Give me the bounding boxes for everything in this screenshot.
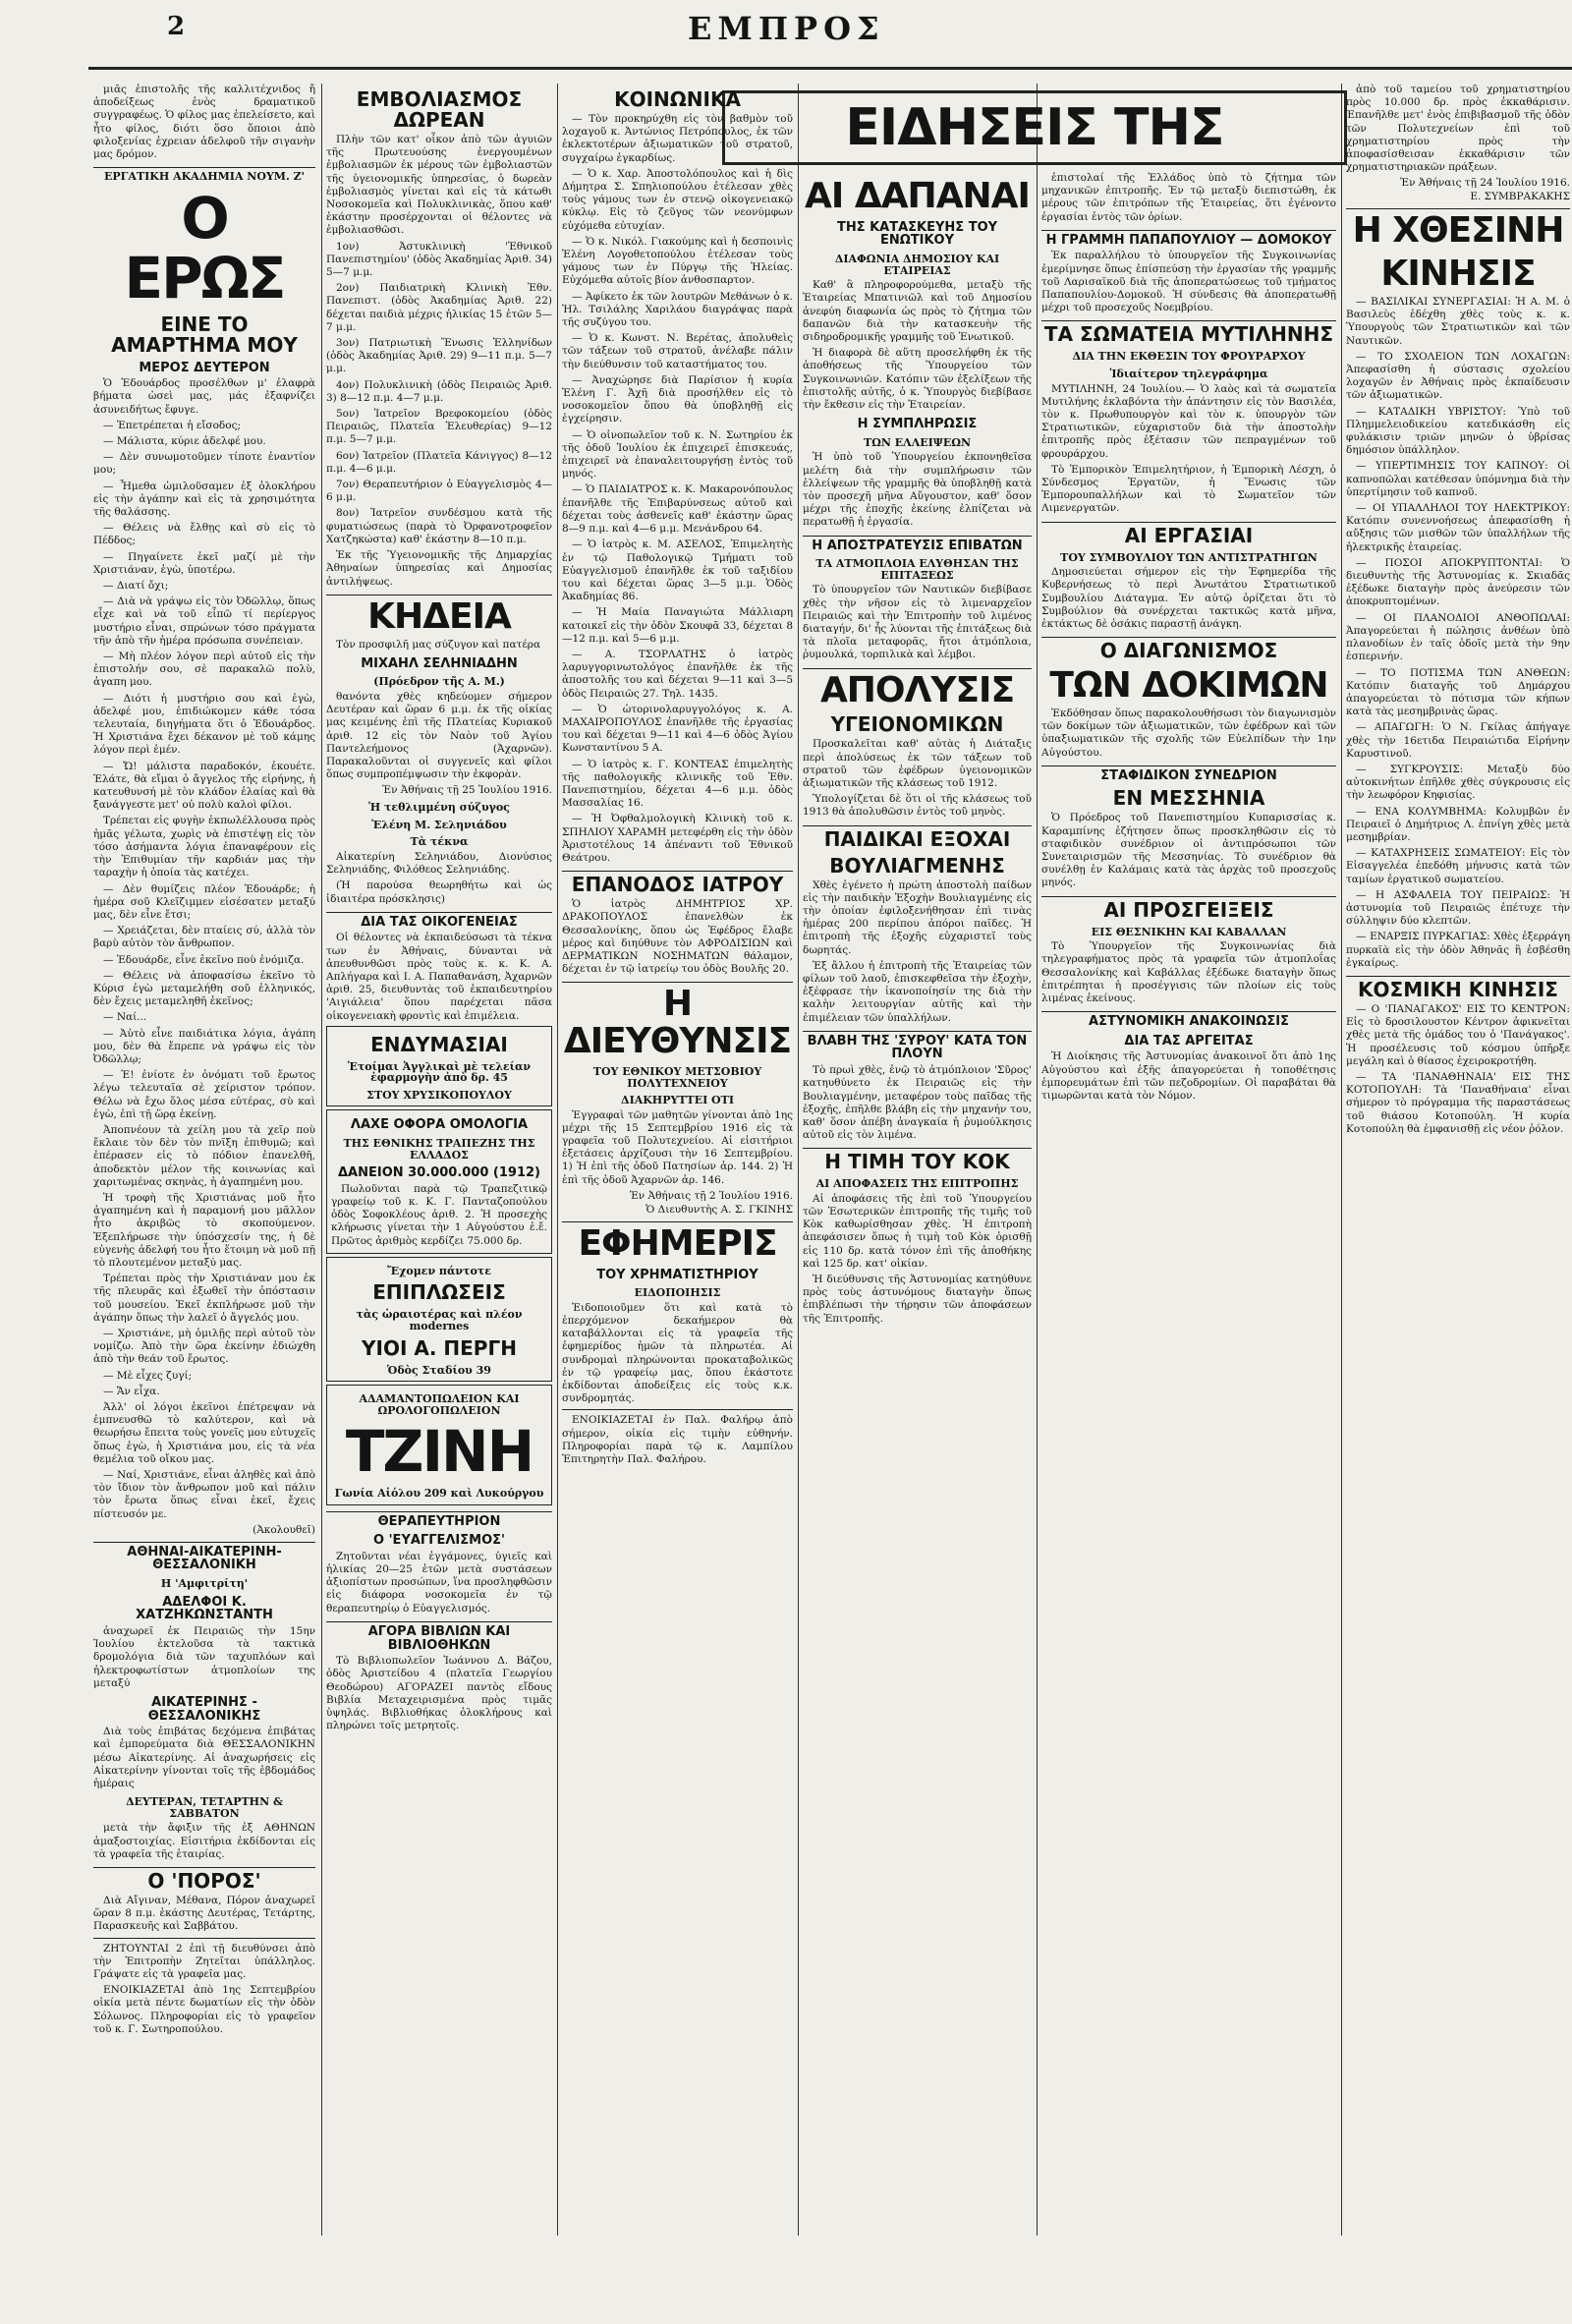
society-item: — Ο 'ΠΑΝΑΓΑΚΟΣ' ΕΙΣ ΤΟ ΚΕΝΤΡΟΝ: Εἰς τὸ δροσιλουστον Κέντρον ἀφικνεῖται χθὲς μετὰ τῆς ὁμάδος του ὁ 'Πανάγακος'. Ἡ προσέλευσις τοῦ κόσμου ὑπῆρξε μεγάλη καὶ ὁ θίασος ἐχειροκροτήθη. — [1346, 1002, 1570, 1067]
currant-congress-sub: ΕΝ ΜΕΣΣΗΝΙΑ — [1112, 786, 1265, 811]
paragraph: Ἀλλ' οἱ λόγοι ἐκεῖνοι ἐπέτρεψαν νὰ ἐμπνευσθῶ τὸ καλύτερον, καὶ νὰ θεωρήσω ἔπειτα τοὺς γονεῖς μου εὐτυχεῖς ὅπως ἐγὼ, ἡ Χριστιάνα μου, εἰς τὰ νέα θεμέλια τοῦ οἴκου μας. — [93, 1401, 315, 1465]
vaccination-intro: Πλὴν τῶν κατ' οἶκον ἀπὸ τῶν ἀγυιῶν τῆς Πρωτευούσης ἐνεργουμένων ἐμβολιασμῶν ἐκ μέρους τῶν ἐμβολιαστῶν τῆς ὑγειονομικῆς ὑπηρεσίας, ὁ δωρεὰν ἐμβολιασμὸς γίνεται καὶ εἰς τὰ κάτωθι Νοσοκομεῖα καὶ Πολυκλινικὰς, ὅπου καθ' ἑκάστην προσέρχονται οἱ θέλοντες νὰ ἐμβολιασθῶσι. — [326, 134, 552, 237]
discharge-sub: ΥΓΕΙΟΝΟΜΙΚΩΝ — [830, 712, 1004, 737]
banner-headline: ΕΙΔΗΣΕΙΣ ΤΗΣ — [722, 90, 1347, 165]
discharge-text-2: Ὑπολογίζεται δὲ ὅτι οἱ τῆς κλάσεως τοῦ 1913 θὰ ἀπολυθῶσιν ἐντὸς τοῦ μηνὸς. — [803, 793, 1032, 819]
ships-text: Τὸ ὑπουργεῖον τῶν Ναυτικῶν διεβίβασε χθὲς τὴν νῆσον εἰς τὸ λιμεναρχεῖον Πειραιῶς καὶ τὴν Ἐπιτροπὴν τοῦ λιμένος διαταγήν, δι' ἧς λύονται τῆς ἐπιτάξεως διὰ τὰ πλοῖα μεταφορᾶς, ἤτοι ἀτμόπλοια, ῥυμουλκά, τορπιλικὰ καὶ λέμβοι. — [803, 584, 1032, 661]
paragraph: — Πηγαίνετε ἐκεῖ μαζί μὲ τὴν Χριστιάναν, ἐγὼ, ὑποτέρω. — [93, 550, 315, 576]
paragraph: — Ἐ! ἐνίοτε ἐν ὀνόματι τοῦ ἔρωτος λέγω τελευταῖα σὲ χείριστον τρόπον. Θέλω νὰ ἔχω ὅλος μέσα εὐτέρας, σὺ καὶ ἐγὼ, ἐπὶ τῇ ὥρᾳ ἐκείνῃ. — [93, 1069, 315, 1120]
paragraph: — Ὤ! μάλιστα παραδοκόν, ἐκουέτε. Ἐλάτε, θὰ εἴμαι ὁ ἄγγελος τῆς εἰρήνης, ἡ κατευθυνσή μὲ τὸν κλάδον ἐλαίας καὶ θὰ ξανάγγεστε μετ' οὐ πολὺ καλοὶ φίλοι. — [93, 760, 315, 812]
classified-ad: ΖΗΤΟΥΝΤΑΙ 2 ἐπὶ τῇ διευθύνσει ἀπὸ τὴν Ἐπιτροπὴν Ζητεῖται ὑπάλληλος. Γράψατε εἰς τὰ γραφεῖα μας. — [93, 1942, 315, 1980]
mytilene-sub: ΔΙΑ ΤΗΝ ΕΚΘΕΣΙΝ ΤΟΥ ΦΡΟΥΡΑΡΧΟΥ — [1072, 350, 1306, 364]
social-item: — Ὁ ἰατρὸς κ. Μ. ΑΣΕΛΟΣ, Ἐπιμελητὴς ἐν τῷ Παθολογικῷ Τμήματι τοῦ Εὐαγγελισμοῦ ἐπανῆλθε ἐκ τοῦ ταξιδίου του καὶ δέχεται ὥρας 3—5 μ.μ. Ὁδὸς Ἀκαδημίας 86. — [562, 538, 793, 603]
news-item: — ΕΝΑ ΚΟΛΥΜΒΗΜΑ: Κολυμβῶν ἐν Πειραιεῖ ὁ Δημήτριος Λ. ἐπνίγη χθὲς μετὰ μεσημβρίαν. — [1346, 805, 1570, 843]
paragraph: ἀπὸ τοῦ ταμείου τοῦ χρηματιστηρίου πρὸς 10.000 δρ. πρὸς ἐκκαθάρισιν. Ἐπανῆλθε μετ' ἐνὸς ἐπιβιβασμοῦ τῆς ὁδὸν τῶν Πολυτεχνείων ἐπὶ τοῦ χρηματιστηρίου πρὸς τὴν ἀποφασίσθεισαν ἐκκαθάρισιν τῶν χρηματιστηριακῶν πράξεων. — [1346, 84, 1570, 174]
children-camps-text-2: Ἐξ ἄλλου ἡ ἐπιτροπὴ τῆς Ἑταιρείας τῶν φίλων τοῦ λαοῦ, ἐπισκεφθεῖσα τὴν ἐξοχὴν, ἐξέφρασε τὴν ἱκανοποίησίν της διὰ τὴν καλὴν λειτουργίαν αὐτῆς καὶ τὴν ἐπιμέλειαν τῶν ὑπαλλήλων. — [803, 959, 1032, 1024]
article-date: Ἐν Ἀθήναις τῇ 24 Ἰουλίου 1916. — [1400, 177, 1570, 190]
news-item: — Η ΑΣΦΑΛΕΙΑ ΤΟΥ ΠΕΙΡΑΙΩΣ: Ἡ ἀστυνομία τοῦ Πειραιῶς ἐπέτυχε τὴν σύλληψιν δύο κλεπτῶν. — [1346, 888, 1570, 928]
society-item: — ΤΑ 'ΠΑΝΑΘΗΝΑΙΑ' ΕΙΣ ΤΗΣ ΚΟΤΟΠΟΥΛΗ: Τὰ 'Παναθήναια' εἶναι σήμερον τὸ πρόγραμμα τῆς παραστάσεως τοῦ θιάσου Κοτοπούλη. Ἡ κυρία Κοτοπούλη θὰ ἐμφανισθῇ εἰς νέον ῥόλον. — [1346, 1070, 1570, 1135]
funeral-heading: ΚΗΔΕΙΑ — [326, 595, 552, 636]
furniture-heading: ΕΠΙΠΛΩΣΕΙΣ — [372, 1280, 506, 1305]
divider — [562, 1409, 793, 1410]
paragraph: — Δὲν θυμίζεις πλέον Ἐδουάρδε; ἡ ἡμέρα σοῦ Κλεῖζιμμεν εἰσέσατεν μεταξύ μας, δὲν εἶνε ἔτσι; — [93, 882, 315, 921]
clothing-ad — [326, 1026, 552, 1107]
rent-ad: ΕΝΟΙΚΙΑΖΕΤΑΙ ἐν Παλ. Φαλήρῳ ἀπὸ σήμερον, οἰκία εἰς τιμὴν εὐθηνήν. Πληροφορίαι παρὰ τῷ κ. Λαμπίλου Ἐπιτηρητὴν Παλ. Φαλήρου. — [562, 1414, 793, 1466]
paragraph: — Ἄν εἶχα. — [103, 1385, 160, 1397]
news-item: — ΕΝΑΡΞΙΣ ΠΥΡΚΑΓΙΑΣ: Χθὲς ἐξερράγη πυρκαϊὰ εἰς τὴν ὁδὸν Ἀθηνᾶς ἣ ἐσβέσθη ἐγκαίρως. — [1346, 931, 1570, 969]
article-lead: μιᾶς ἐπιστολῆς τῆς καλλιτέχνιδος ἤ ἀποδείξεως ἑνὸς δραματικοῦ συγγραφέως. Ὁ φίλος μας ἐπελείσετο, καὶ ἦτο φίλος, διότι ὅσο ὅποιοι ἀπὸ φιλοξενίας ἐχρειαν ἀδελφοῦ τῆν σιγανὴν μας δρόμον. — [93, 84, 315, 161]
social-item: — Ὁ ἰατρὸς κ. Γ. ΚΟΝΤΕΑΣ ἐπιμελητὴς τῆς παθολογικῆς κλινικῆς τοῦ Ἐθν. Πανεπιστημίου, δέχεται 4—6 μ.μ. ὁδὸς Μασσαλίας 16. — [562, 758, 793, 810]
polytechnic-text: Ἐγγραφαὶ τῶν μαθητῶν γίνονται ἀπὸ 1ης μέχρι τῆς 15 Σεπτεμβρίου 1916 εἰς τὰ γραφεῖα τοῦ Πολυτεχνείου. Αἱ εἰσιτήριοι ἐξετάσεις ἀρχίζουσι τὴν 16 Σεπτεμβρίου. 1) Ἡ ἐπὶ τῆς ὁδοῦ Πατησίων ἀρ. 144. 2) Ἡ ἐπὶ τῆς ὁδοῦ Ἀχαρνῶν ἀρ. 146. — [562, 1108, 793, 1186]
coke-price-heading: Η ΤΙΜΗ ΤΟΥ ΚΟΚ — [803, 1148, 1032, 1172]
social-item: — Ὁ ὠτορινολαρυγγολόγος κ. Α. ΜΑΧΑΙΡΟΠΟΥΛΟΣ ἐπανῆλθε τῆς ἐργασίας του καὶ δέχεται 9—11 καὶ 4—6 ὁδὸς Ἁγίου Κωνσταντίνου 5 Α. — [562, 703, 793, 755]
paragraph: — Θέλεις νὰ ἔλθῃς καὶ σὺ εἰς τὸ Πέδδος; — [93, 522, 315, 547]
children-camps-text: Χθὲς ἐγένετο ἡ πρώτη ἀποστολὴ παίδων εἰς τὴν παιδικὴν Ἐξοχὴν Βουλιαγμένης εἰς τὴν ὁποίαν ἐφιλοξενήθησαν ἐπὶ τινὰς ἡμέρας 200 περίπου ἀπόροι παῖδες. Ἡ ἐπιτροπὴ τῆς ἐξοχῆς εὐχαριστεῖ τοὺς δωρητάς. — [803, 879, 1032, 956]
bond-text: Πωλοῦνται παρὰ τῷ Τραπεζιτικῷ γραφείῳ τοῦ κ. Κ. Γ. Πανταζοπούλου ὁδὸς Σοφοκλέους ἀριθ. 2. Ἡ προσεχὴς κλήρωσις γίνεται τὴν 1 Αὐγούστου ἐ.ἔ. Πρῶτος ἀριθμὸς κερδίζει 75.000 δρ. — [331, 1182, 547, 1247]
bourse-heading: ΕΦΗΜΕΡΙΣ — [562, 1221, 793, 1263]
polytechnic-sub-2: ΔΙΑΚΗΡΥΤΤΕΙ ΟΤΙ — [621, 1094, 734, 1107]
mytilene-text: ΜΥΤΙΛΗΝΗ, 24 Ἰουλίου.— Ὁ λαὸς καὶ τὰ σωματεῖα Μυτιλήνης ἐκλαβόντα τὴν ἀπάντησιν εἰς τὸν Βασιλέα, τὸν κ. Πρωθυπουργὸν καὶ τὸν κ. ὑπουργὸν τῶν Στρατιωτικῶν, εὐχαριστοῦν διὰ τὴν ἀποστολὴν ἐπιτροπῆς πρὸς ἐξέτασιν τῶν πεπραγμένων τοῦ φρουράρχου. — [1041, 382, 1336, 460]
paragraph: — Χριστιάνε, μὴ ὁμιλῇς περὶ αὐτοῦ τὸν νομίζω. Ἀπὸ τὴν ὥρα ἐκείνην ἐδιώχθη ἀπὸ τὴν θεάν τοῦ ἔρωτος. — [93, 1328, 315, 1366]
paragraph: — Ἦμεθα ὡμιλοῦσαμεν ἐξ ὀλοκλήρου εἰς τὴν ἀγάπην καὶ εἰς τὰ χρησιμότητα τῆς θαλάσσης. — [93, 480, 315, 519]
ship-name: Η 'Αμφιτρίτη' — [160, 1577, 249, 1591]
column-divider — [557, 84, 558, 2236]
column-divider — [321, 84, 322, 2236]
news-item: — ΚΑΤΑΧΡΗΣΕΙΣ ΣΩΜΑΤΕΙΟΥ: Εἰς τὸν Εἰσαγγελέα ἐπεδόθη μήνυσις κατὰ τῶν ταμίων ἐργατικοῦ σωματείου. — [1346, 847, 1570, 885]
furniture-text: τὰς ὡραιοτέρας καὶ πλέον modernes — [356, 1308, 523, 1332]
jeweller-name: ΤΖΙΝΗ — [345, 1418, 533, 1486]
ships-heading: Η ΑΠΟΣΤΡΑΤΕΥΣΙΣ ΕΠΙΒΑΤΩΝ — [803, 536, 1032, 553]
clinic-item: 6ον) Ἰατρεῖον (Πλατεῖα Κάνιγγος) 8—12 π.μ. 4—6 μ.μ. — [326, 449, 552, 475]
bond-amount: ΔΑΝΕΙΟΝ 30.000.000 (1912) — [337, 1165, 540, 1181]
jeweller-heading: ΑΔΑΜΑΝΤΟΠΩΛΕΙΟΝ ΚΑΙ ΩΡΟΛΟΓΟΠΩΛΕΙΟΝ — [359, 1392, 520, 1417]
coke-price-sub: ΑΙ ΑΠΟΦΑΣΕΙΣ ΤΗΣ ΕΠΙΤΡΟΠΗΣ — [815, 1177, 1019, 1191]
children-camps-heading: ΠΑΙΔΙΚΑΙ ΕΞΟΧΑΙ — [803, 825, 1032, 850]
novel-part: ΜΕΡΟΣ ΔΕΥΤΕΡΟΝ — [139, 360, 270, 375]
poros-ad-text: Διὰ Αἴγιναν, Μέθανα, Πόρον ἀναχωρεῖ ὥραν 8 π.μ. ἑκάστης Δευτέρας, Τετάρτης, Παρασκευῆς καὶ Σαββάτου. — [93, 1894, 315, 1933]
column-divider — [1037, 84, 1038, 2236]
police-text: Ἡ Διοίκησις τῆς Ἀστυνομίας ἀνακοινοῖ ὅτι ἀπὸ 1ης Αὐγούστου καὶ ἑξῆς ἀπαγορεύεται ἡ τοποθέτησις ἐμπορευμάτων ἐπὶ τῶν πεζοδρομίων. Οἱ παραβάται θὰ τιμωρῶνται κατὰ τὸν Νόμον. — [1041, 1050, 1336, 1103]
social-item: — Ὁ οἰνοπωλεῖον τοῦ κ. Ν. Σωτηρίου ἐκ τῆς ὁδοῦ Ἰουλίου ἐκ ἐπιχειρεῖ ἐπισκευάς, ἐπιχειρεῖ νὰ ἐπαναλειτουργήσῃ ἐντὸς τοῦ μηνός. — [562, 428, 793, 481]
news-item: — ΟΙ ΠΛΑΝΟΔΙΟΙ ΑΝΘΟΠΩΛΑΙ: Ἀπαγορεύεται ἡ πώλησις ἀνθέων ὑπὸ πλανοδίων ἐν ταῖς ὁδοῖς μετὰ τὴν 9ην ἑσπερινήν. — [1346, 611, 1570, 663]
paragraph: — Μὴ πλέον λόγον περὶ αὐτοῦ εἰς τὴν ἐπιστολήν σου, σὲ παρακαλῶ πολὺ, ἀγαπη μου. — [93, 651, 315, 689]
column-divider — [798, 84, 799, 2236]
paragraph: — Θέλεις νὰ ἀποφασίσω ἐκεῖνο τὸ Κύρισ ἐγὼ μεταμελήθη σοῦ ἐλληνικός, δὲν ἔχεις μεταμεληθῆ ἐκεῖνος; — [93, 969, 315, 1008]
news-item: — ΤΟ ΠΟΤΙΣΜΑ ΤΩΝ ΑΝΘΕΩΝ: Κατόπιν διαταγῆς τοῦ Δημάρχου ἀπαγορεύεται τὸ πότισμα τῶν κήπων κατὰ τὰς μεσημβρινὰς ὥρας. — [1346, 666, 1570, 718]
news-item: — ΤΟ ΣΧΟΛΕΙΟΝ ΤΩΝ ΛΟΧΑΓΩΝ: Ἀπεφασίσθη ἡ σύστασις σχολείου λοχαγῶν ἐν Ἀθήναις πρὸς ἐκπαίδευσιν τῶν ἀξιωματικῶν. — [1346, 350, 1570, 402]
column-divider — [1341, 84, 1342, 2236]
social-item: — Ὁ κ. Χαρ. Ἀποστολόπουλος καὶ ἡ δὶς Δήμητρα Σ. Σπηλιοπούλου ἐτέλεσαν χθὲς τοὺς γάμους των ἐν στενῷ οἰκογενειακῷ κύκλῳ. Εἰς τὸ ζεῦγος τῶν νεονύμφων εὐχόμεθα εὐτυχίαν. — [562, 167, 793, 232]
column-5 — [1041, 172, 1336, 2324]
bourse-text: Ἐιδοποιοῦμεν ὅτι καὶ κατὰ τὸ ἐπερχόμενον δεκαήμερον θὰ καταβάλλονται εἰς τὰ γραφεῖα τῆς ἐφημερίδος ἡμῶν τὰ πληρωτέα. Αἱ συνδρομαὶ πληρώνονται προκαταβολικῶς ἐν τῷ γραφείῳ μας, ὅπου ἑκάστοτε ἐκδίδονται ἀποδείξεις εἰς τοὺς κ.κ. συνδρομητάς. — [562, 1301, 793, 1405]
social-item: — Ὁ κ. Νικόλ. Γιακούμης καὶ ἡ δεσποινὶς Ἑλένη Λογοθετοπούλου ἐτέλεσαν τοὺς γάμους των ἐν Πύργῳ τῆς Ἠλείας. Εὐχόμεθα αὐτοῖς βίον ἀνθοσπαρτον. — [562, 235, 793, 287]
shipping-route: ΑΙΚΑΤΕΡΙΝΗΣ - ΘΕΣΣΑΛΟΝΙΚΗΣ — [147, 1694, 261, 1724]
clinic-name: Ο 'ΕΥΑΓΓΕΛΙΣΜΟΣ' — [373, 1533, 505, 1549]
expenses-sub: ΤΗΣ ΚΑΤΑΣΚΕΥΗΣ ΤΟΥ ΕΝΩΤΙΚΟΥ — [836, 219, 998, 249]
furniture-ad — [326, 1257, 552, 1382]
clinic-item: 4ον) Πολυκλινικὴ (ὁδὸς Πειραιῶς Ἀριθ. 3) 8—12 π.μ. 4—7 μ.μ. — [326, 378, 552, 404]
paragraph: Καθ' ἃ πληροφορούμεθα, μεταξὺ τῆς Ἑταιρείας Μπατινιῶλ καὶ τοῦ Δημοσίου ἀνεφύη διαφωνία ὡς πρὸς τὸ ζήτημα τῶν δαπανῶν διὰ τὴν κατασκευὴν τῆς σιδηροδρομικῆς γραμμῆς τοῦ Ἐνωτικοῦ. — [803, 279, 1032, 343]
yesterday-heading: Η ΧΘΕΣΙΝΗ — [1346, 208, 1570, 250]
classified-ad: ΕΝΟΙΚΙΑΖΕΤΑΙ ἀπὸ 1ης Σεπτεμβρίου οἰκία μετὰ πέντε δωματίων εἰς τὴν ὁδὸν Σόλωνος. Πληροφορίαι εἰς τὸ γραφεῖον τοῦ κ. Γ. Σωτηροπούλου. — [93, 1984, 315, 2035]
jeweller-address: Γωνία Αἰόλου 209 καὶ Λυκούργου — [334, 1487, 544, 1501]
funeral-signature: Ἡ τεθλιμμένη σύζυγος — [368, 801, 510, 815]
calls-heading: ΑΙ ΠΡΟΣΓΕΙΞΕΙΣ — [1041, 896, 1336, 921]
news-item: — ΣΥΓΚΡΟΥΣΙΣ: Μεταξὺ δύο αὐτοκινήτων ἐπῆλθε χθὲς σύγκρουσις εἰς τὴν λεωφόρον Κηφισίας. — [1346, 763, 1570, 802]
clinics-note: Ἐκ τῆς Ὑγειονομικῆς τῆς Δημαρχίας Ἀθηναίων ὑπηρεσίας καὶ Δημοσίας ἀντιλήψεως. — [326, 549, 552, 588]
novel-title: Ο ΕΡΩΣ — [124, 184, 285, 312]
bond-sub: ΤΗΣ ΕΘΝΙΚΗΣ ΤΡΑΠΕΖΗΣ ΤΗΣ ΕΛΛΑΔΟΣ — [343, 1137, 535, 1162]
column-2 — [326, 84, 552, 2236]
paragraph: Ἡ τροφὴ τῆς Χριστιάνας μοῦ ἦτο ἀγαπημένη καὶ ἡ παραμονή μου μᾶλλον ἦτο ἀκριβῶς τὸ σκοπούμενον. Ἐξεπλήρωσε τὴν ὑπόσχεσίν της, ἡ δὲ εὐγενὴς ἀδελφή του ἦτο ἕτοιμη νὰ μοῦ πῇ τὸ πλουτεμένον μεταξύ μας. — [93, 1191, 315, 1269]
masthead-rule — [88, 67, 1572, 70]
paragraph: — Διότι ἡ μυστήριο σου καὶ ἐγὼ, ἀδελφέ μου, ἐπιδιώκομεν κάθε τόσα τελευταία, διηγήματα ὅτι ὁ Ἐδουάρδος. Ἡ Χριστιάνα ἔχει δέκανον μὲ τοῦ κάμης λόγον περὶ ἐμέν. — [93, 692, 315, 757]
news-item: — ΑΠΑΓΩΓΗ: Ὁ Ν. Γκίλας ἀπήγαγε χθὲς τὴν 16ετιδα Πειραιώτιδα Εἰρήνην Καρυστινοῦ. — [1346, 721, 1570, 760]
council-sub: ΤΟΥ ΣΥΜΒΟΥΛΙΟΥ ΤΩΝ ΑΝΤΙΣΤΡΑΤΗΓΩΝ — [1060, 550, 1318, 564]
bourse-sub-2: ΕΙΔΟΠΟΙΗΣΙΣ — [634, 1286, 721, 1300]
society-heading: ΚΟΣΜΙΚΗ ΚΙΝΗΣΙΣ — [1346, 976, 1570, 1000]
news-item: — ΥΠΕΡΤΙΜΗΣΙΣ ΤΟΥ ΚΑΠΝΟΥ: Οἱ καπνοπῶλαι κατέθεσαν ὑπόμνημα διὰ τὴν ὑπερτίμησιν τοῦ καπνοῦ. — [1346, 460, 1570, 498]
funeral-role: (Πρόεδρον τῆς Α. Μ.) — [373, 675, 505, 689]
yesterday-sub: ΚΙΝΗΣΙΣ — [1380, 254, 1536, 295]
syros-text: Τὸ πρωὶ χθὲς, ἐνῷ τὸ ἀτμόπλοιον 'Σῦρος' κατηυθύνετο ἐκ Πειραιῶς εἰς τὴν Βουλιαγμένην, μεταφέρον τοὺς παῖδας τῆς ἐξοχῆς, ἐπῆλθε βλάβη εἰς τὴν μηχανήν του, καθ' ὅσον ἀπέβη ἀναγκαία ἡ ῥυμούλκησις αὐτοῦ εἰς τὸν λιμένα. — [803, 1064, 1032, 1142]
furniture-address: Ὁδὸς Σταδίου 39 — [387, 1363, 491, 1377]
polytechnic-signature: Ὁ Διευθυντὴς Α. Σ. ΓΚΙΝΗΣ — [646, 1203, 793, 1216]
paragraph: Ἡ διαφορὰ δὲ αὕτη προσελήφθη ἐκ τῆς ἀποθήσεως τῆς Ὑπουργείου τῶν Συγκοινωνιῶν. Κατόπιν τῶν ἐξελίξεων τῆς ἐπιστολῆς αὐτῆς, ὁ κ. Ὑπουργὸς διεβίβασε τὴν ἔκθεσιν εἰς τὴν Ἑταιρείαν. — [803, 347, 1032, 411]
funeral-signature: Αἰκατερίνη Σεληνιάδου, Διονύσιος Σεληνιάδης, Φιλόθεος Σεληνιάδης. — [326, 850, 552, 877]
ship-owner: ΑΔΕΛΦΟΙ Κ. ΧΑΤΖΗΚΩΝΣΤΑΝΤΗ — [136, 1594, 273, 1623]
discharge-heading: ΑΠΟΛΥΣΙΣ — [803, 668, 1032, 709]
social-item: — Ἡ Ὀφθαλμολογικὴ Κλινικὴ τοῦ κ. ΣΠΗΛΙΟΥ ΧΑΡΑΜΗ μετεφέρθη εἰς τὴν ὁδὸν Ἀριστοτέλους 14 ἀπέναντι τοῦ Ἐθνικοῦ Θεάτρου. — [562, 813, 793, 864]
poros-ad-heading: Ο 'ΠΟΡΟΣ' — [93, 1867, 315, 1892]
polytechnic-heading: Η ΔΙΕΥΘΥΝΣΙΣ — [563, 984, 792, 1062]
column-4 — [803, 172, 1032, 2324]
page-number: 2 — [167, 12, 186, 41]
social-item: — Ἀναχώρησε διὰ Παρίσιον ἡ κυρία Ἑλένη Γ. Ἀχῆ διὰ προσήλθεν εἰς τὸ νοσοκομεῖον ὅπου θὰ ὑποβληθῇ εἰς ἐγχείρησιν. — [562, 373, 793, 425]
currant-congress-heading: ΣΤΑΦΙΔΙΚΟΝ ΣΥΝΕΔΡΙΟΝ — [1041, 765, 1336, 783]
paragraph: Ὁ Ἐδουάρδος προσέλθων μ' ἐλαφρὰ βήματα ὡσεὶ μας, μάς ἐξαφνίζει ἀσυνειδήτως ἔφυγε. — [93, 377, 315, 416]
vaccination-heading: ΕΜΒΟΛΙΑΣΜΟΣ ΔΩΡΕΑΝ — [356, 87, 523, 132]
novel-body — [93, 377, 315, 1521]
social-item: — Ὁ ΠΑΙΔΙΑΤΡΟΣ κ. Κ. Μακαρονόπουλος ἐπανῆλθε τῆς Ἐπιβαρύνσεως αὐτοῦ καὶ δέχεται τοὺς ἀσθενεῖς καθ' ἑκάστην ὥρας 8—9 π.μ. καὶ 4—6 μ.μ. Μενάνδρου 64. — [562, 483, 793, 536]
children-camps-sub: ΒΟΥΛΙΑΓΜΕΝΗΣ — [829, 853, 1005, 878]
clinic-item: 1ον) Ἀστυκλινικὴ 'Ἐθνικοῦ Πανεπιστημίου' (ὁδὸς Ἀκαδημίας Ἀριθ. 34) 5—7 μ.μ. — [326, 240, 552, 279]
police-heading: ΑΣΤΥΝΟΜΙΚΗ ΑΝΑΚΟΙΝΩΣΙΣ — [1041, 1011, 1336, 1029]
news-item: — ΟΙ ΥΠΑΛΛΗΛΟΙ ΤΟΥ ΗΛΕΚΤΡΙΚΟΥ: Κατόπιν συνεννοήσεως ἀπεφασίσθη ἡ αὔξησις τῶν μισθῶν τῶν ὑπαλλήλων τῆς ἠλεκτρικῆς ἑταιρείας. — [1346, 502, 1570, 553]
novel-subtitle: ΕΙΝΕ ΤΟ ΑΜΑΡΤΗΜΑ ΜΟΥ — [111, 312, 298, 357]
funeral-name: ΜΙΧΑΗΛ ΣΕΛΗΝΙΑΔΗΝ — [361, 655, 518, 671]
coke-price-text-2: Ἡ διεύθυνσις τῆς Ἀστυνομίας κατηύθυνε πρὸς τοὺς ἀστυνόμους διαταγὴν ὅπως ἐπιβλέπωσι τὴν τήρησιν τῶν ἀποφάσεων τῆς Ἐπιτροπῆς. — [803, 1274, 1032, 1325]
shipping-ad-heading: ΑΘΗΝΑΙ-ΑΙΚΑΤΕΡΙΝΗ-ΘΕΣΣΑΛΟΝΙΚΗ — [93, 1542, 315, 1572]
funeral-text: Τὸν προσφιλῆ μας σύζυγον καὶ πατέρα — [336, 638, 541, 651]
continued-note: (Ἀκολουθεῖ) — [253, 1523, 315, 1536]
shipping-text-2: Διὰ τοὺς ἐπιβάτας δεχόμενα ἐπιβάτας καὶ ἐμπορεύματα διὰ ΘΕΣΣΑΛΟΝΙΚΗΝ μέσω Αἰκατερίνης. Αἱ ἀναχωρήσεις εἰς Αἰκατερίνην γίνονται τοῖς τῆς ἑβδομάδος ἡμέραις — [93, 1726, 315, 1790]
clothing-shop: ΣΤΟΥ ΧΡΥΣΙΚΟΠΟΥΛΟΥ — [366, 1088, 512, 1102]
furniture-shop: ΥΙΟΙ Α. ΠΕΡΓΗ — [362, 1335, 517, 1360]
clinic-item: 7ον) Θεραπευτήριον ὁ Εὐαγγελισμὸς 4—6 μ.μ. — [326, 479, 552, 504]
funeral-signature: Ἑλένη Μ. Σεληνιάδου — [371, 818, 507, 831]
article-signature: Ε. ΣΥΜΒΡΑΚΑΚΗΣ — [1470, 191, 1570, 203]
paragraph: — Ναί, Χριστιάνε, εἶναι ἀληθὲς καὶ ἀπὸ τὸν ἴδιον τὸν ἄνθρωπον μοῦ καὶ πάλιν τὸν ἔρωτα ὅπως εἶναι ἐκεῖ, ἔχεις πίστευσόν με. — [93, 1469, 315, 1520]
divider — [93, 1938, 315, 1939]
railway-line-text: Ἐκ παραλλήλου τὸ ὑπουργεῖον τῆς Συγκοινωνίας ἐμερίμνησε ὅπως ἐπίσπεύσῃ τὴν ἐργασίαν τῆς γραμμῆς τοῦ Λαρισαϊκοῦ διὰ τῆς ἀποπερατώσεως τοῦ τμήματος Παπαπουλίου-Δομοκοῦ. Ἡ σύνδεσις θὰ ἀποπερατωθῇ μέχρι τοῦ προσεχοῦς Νοεμβρίου. — [1041, 250, 1336, 314]
paragraph: — Διὰ νὰ γράψω εἰς τὸν Ὀδῶλλῳ, ὅπως εἶχε καὶ νὰ τοῦ εἶπῶ τί περίεργος μυστήριο εἶναι, σπρώνων τόσο πράγματα τῆν ἀπὸ τῆν ἡμέρα πρόσωπα συνέπειαν. — [93, 595, 315, 647]
shipping-days: ΔΕΥΤΕΡΑΝ, ΤΕΤΑΡΤΗΝ & ΣΑΒΒΑΤΟΝ — [126, 1795, 283, 1820]
doctor-return-heading: ΕΠΑΝΟΔΟΣ ΙΑΤΡΟΥ — [562, 871, 793, 895]
social-item: — Τὸν προκηρύχθη εἰς τὸν βαθμὸν τοῦ λοχαγοῦ κ. Ἀντώνιος Πετρόπουλος, ἐκ τῶν ἐκλεκτοτέρων ἀξιωματικῶν τοῦ στρατοῦ, συγχαίρω ἐγκαρδίως. — [562, 113, 793, 164]
paragraph: — Ἐδουάρδε, εἶνε ἐκεῖνο ποὺ ἐνόμιζα. — [103, 953, 305, 966]
bourse-sub: ΤΟΥ ΧΡΗΜΑΤΙΣΤΗΡΙΟΥ — [596, 1267, 758, 1282]
paragraph: — Μάλιστα, κύριε ἀδελφέ μου. — [103, 435, 266, 447]
doctor-return-text: Ὁ ἰατρὸς ΔΗΜΗΤΡΙΟΣ ΧΡ. ΔΡΑΚΟΠΟΥΛΟΣ ἐπανελθὼν ἐκ Θεσσαλονίκης, ὅπου ὡς Ἐφέδρος ἔλαβε μέρος καὶ διηύθυνε τὸν ΑΦΡΟΔΙΣΙΩΝ καὶ ΔΕΡΜΑΤΙΚΩΝ ΝΟΣΗΜΑΤΩΝ θάλαμον, δέχεται ἐν τῷ ἰατρείῳ του ὁδὸς Βουλῆς 20. — [562, 898, 793, 976]
furniture-pre: Ἔχομεν πάντοτε — [387, 1264, 491, 1277]
funeral-date: Ἐν Ἀθήναις τῇ 25 Ἰουλίου 1916. — [382, 784, 552, 797]
polytechnic-date: Ἐν Ἀθήναις τῇ 2 Ἰουλίου 1916. — [629, 1189, 793, 1202]
expenses-sub-2: ΔΙΑΦΩΝΙΑ ΔΗΜΟΣΙΟΥ ΚΑΙ ΕΤΑΙΡΕΙΑΣ — [834, 253, 1000, 277]
bond-heading: ΛΑΧΕ ΟΦΟΡΑ ΟΜΟΛΟΓΙΑ — [350, 1117, 529, 1133]
paragraph: — Μὲ εἶχες ζυγί; — [103, 1369, 193, 1382]
clinic-text: Ζητοῦνται νέαι ἐγγάμονες, ὑγιεῖς καὶ ἡλικίας 20—25 ἐτῶν μετὰ συστάσεων ἀξιοπίστων προσώπων, ἵνα προσληφθῶσιν εἰς διάφορα νοσοκομεῖα ἐν τῷ θεραπευτηρίῳ ὁ Εὐαγγελισμός. — [326, 1550, 552, 1615]
exam-text: Ἐκδόθησαν ὅπως παρακολουθήσωσι τὸν διαγωνισμὸν τῶν δοκίμων τῶν ἀξιωματικῶν, τῶν ἐφέδρων καὶ τῶν ὑπαξιωματικῶν τῆς σχολῆς τῶν Εὐελπίδων τὴν 1ην Αὐγούστου. — [1041, 707, 1336, 759]
calls-sub: ΕΙΣ ΘΕΣΝΙΚΗΝ ΚΑΙ ΚΑΒΑΛΛΑΝ — [1091, 925, 1287, 938]
shipping-text-3: μετὰ τὴν ἄφιξιν τῆς ἐξ ΑΘΗΝΩΝ ἁμαξοστοιχίας. Εἰσιτήρια ἐκδίδονται εἰς τὰ γραφεῖα τῆς ἑταιρίας. — [93, 1822, 315, 1860]
column-3 — [562, 84, 793, 2236]
mytilene-heading: ΤΑ ΣΩΜΑΤΕΙΑ ΜΥΤΙΛΗΝΗΣ — [1041, 320, 1336, 345]
social-item: — Ὁ κ. Κωνστ. Ν. Βερέτας, ἀπολυθεὶς τῶν τάξεων τοῦ στρατοῦ, ἀνέλαβε πάλιν τὴν διεύθυνσιν τοῦ καταστήματος του. — [562, 332, 793, 370]
clothing-text: Ἑτοίμαι Ἀγγλικαὶ μὲ τελείαν ἐφαρμογὴν ἀπὸ δρ. 45 — [347, 1059, 532, 1085]
news-item: — ΚΑΤΑΔΙΚΗ ΥΒΡΙΣΤΟΥ: Ὑπὸ τοῦ Πλημμελειοδικείου κατεδικάσθη εἰς φυλάκισιν τριῶν μηνῶν ὁ ὑβρίσας δημόσιον ὑπάλληλον. — [1346, 405, 1570, 457]
series-heading: ΕΡΓΑΤΙΚΗ ΑΚΑΔΗΜΙΑ ΝΟΥΜ. Ζ' — [93, 167, 315, 183]
social-item: — Α. ΤΣΟΡΛΑΤΗΣ ὁ ἰατρὸς λαρυγγορινωτολόγος ἐπανῆλθε ἐκ τῆς ἀποστολῆς του καὶ δέχεται 9—11 καὶ 3—5 ὁδὸς Πειραιῶς 27. Τηλ. 1435. — [562, 648, 793, 700]
completion-text: Ἡ ὑπὸ τοῦ Ὑπουργείου ἐκπονηθεῖσα μελέτη διὰ τὴν συμπλήρωσιν τῶν ἐλλείψεων τῆς γραμμῆς θὰ ὑποβληθῇ κατὰ τὸν προσεχῆ μῆνα Αὔγουστον, καθ' ὅσον μέχρι τῆς ἐποχῆς ἐκείνης ἐλπίζεται νὰ περατωθῇ ἡ ἐργασία. — [803, 451, 1032, 529]
calls-text: Τὸ Ὑπουργεῖον τῆς Συγκοινωνίας διὰ τηλεγραφήματος πρὸς τὰ γραφεῖα τῶν ἀτμοπλοΐας Θεσσαλονίκης καὶ Καβάλλας ἐξέδωκε διαταγὴν ὅπως ἐπιτρέπηται ἡ προσέγγισις τῶν πλοίων εἰς τοὺς λιμένας ἐκείνους. — [1041, 940, 1336, 1004]
funeral-body: θανόντα χθὲς κηδεύομεν σήμερον Δευτέραν καὶ ὥραν 6 μ.μ. ἐκ τῆς οἰκίας μας κειμένης ἐπὶ τῆς Πλατείας Κυριακοῦ ἀριθ. 12 εἰς τὸν Ναὸν τοῦ Ἁγίου Παντελεήμονος (Ἀχαρνῶν). Παρακαλοῦνται οἱ συγγενεῖς καὶ φίλοι ὅπως συμπροπέμψωσιν τὴν ἐκφορὰν. — [326, 690, 552, 781]
exam-sub: ΤΩΝ ΔΟΚΙΜΩΝ — [1049, 665, 1328, 707]
mytilene-pre: Ἰδιαίτερον τηλεγράφημα — [1109, 368, 1268, 381]
paragraph: — Διατί ὄχι; — [103, 580, 169, 593]
families-heading: ΔΙΑ ΤΑΣ ΟΙΚΟΓΕΝΕΙΑΣ — [326, 912, 552, 930]
coke-price-text: Αἱ ἀποφάσεις τῆς ἐπὶ τοῦ Ὑπουργείου τῶν Ἐσωτερικῶν ἐπιτροπῆς τῆς τιμῆς τοῦ Κὸκ καθωρίσθησαν χθὲς. Ἡ ἐπιτροπὴ ἀπεφάσισεν ὅπως ἡ τιμὴ τοῦ Κὸκ ὁρισθῇ εἰς 110 δρ. κατὰ τόνον ἐπὶ τῆς ἀποθήκης καὶ 125 δρ. κατ' οἰκίαν. — [803, 1192, 1032, 1270]
discharge-text: Προσκαλεῖται καθ' αὐτὰς ἡ Διάταξις περὶ ἀπολύσεως ἐκ τῶν τάξεων τοῦ στρατοῦ τῶν ἐφέδρων ὑγειονομικῶν ἀξιωματικῶν τῆς κλάσεως τοῦ 1912. — [803, 738, 1032, 789]
clothing-heading: ΕΝΔΥΜΑΣΙΑΙ — [370, 1032, 508, 1056]
social-item: — Ἀφίκετο ἐκ τῶν λουτρῶν Μεθάνων ὁ κ. Ἠλ. Τσιλάλης Χαριλάου διαγράψας παρὰ τῆς συζύγου του. — [562, 290, 793, 329]
masthead — [0, 10, 1572, 59]
paragraph: Τρέπεται πρὸς τὴν Χριστιάναν μου ἐκ τῆς πλευρᾶς καὶ ἐξωθεῖ τὴν ὀπόστασιν τοῦ μουσείου. Ἐκεῖ ἐκπλήρωσε μοῦ τὴν ἀγάπην ὅπως τὴν λαλεῖ ὁ ἄγγελός μου. — [93, 1273, 315, 1324]
families-text: Οἱ θέλοντες νὰ ἐκπαιδεύσωσι τὰ τέκνα των ἐν Ἀθήναις, δύνανται νὰ ἀπευθυνθῶσι πρὸς τοὺς κ. κ. Κ. Α. Απλήγαρα καὶ Ι. Α. Παπαθανάση, Ἀχαρνῶν ἀριθ. 25, διευθυντὰς τοῦ ἐκπαιδευτηρίου 'Αιγιάλεια' ὅπου παρέχεται πᾶσα οἰκογενειακὴ φροντὶς καὶ ἐπιμέλεια. — [326, 932, 552, 1022]
paragraph: — Ἀὐτὸ εἶνε παιδιάτικα λόγια, ἀγάπη μου, δὲν θὰ ἔπρεπε νὰ γράψω εἰς τὸν Ὀδῶλλῳ; — [93, 1027, 315, 1065]
paragraph: — Δὲν συνωμοτοῦμεν τίποτε ἐναντίον μου; — [93, 451, 315, 477]
clinic-heading: ΘΕΡΑΠΕΥΤΗΡΙΟΝ — [326, 1511, 552, 1529]
council-heading: ΑΙ ΕΡΓΑΣΙΑΙ — [1041, 522, 1336, 546]
clinic-item: 5ον) Ἰατρεῖον Βρεφοκομείου (ὁδὸς Πειραιῶς, Πλατεῖα Ἐλευθερίας) 9—12 π.μ. 5—7 μ.μ. — [326, 408, 552, 446]
police-sub: ΔΙΑ ΤΑΣ ΑΡΓΕΙΤΑΣ — [1124, 1033, 1254, 1049]
shipping-text: ἀναχωρεῖ ἐκ Πειραιῶς τὴν 15ην Ἰουλίου ἐκτελοῦσα τὰ τακτικὰ δρομολόγια διὰ τῶν ταχυπλόων καὶ ἠλεκτροφωτίστων ἀτμοπλοίων της μεταξύ — [93, 1624, 315, 1689]
newspaper-title: ΕΜΠΡΟΣ — [688, 10, 885, 47]
social-heading: ΚΟΙΝΩΝΙΚΑ — [614, 87, 741, 111]
social-item: — Ἡ Μαία Παναγιώτα Μάλλιαρη κατοικεῖ εἰς τὴν ὁδὸν Σκουφᾶ 33, δέχεται 8—12 π.μ. καὶ 5—6 μ.μ. — [562, 606, 793, 645]
paragraph: — Ναί... — [103, 1011, 147, 1024]
books-text: Τὸ Βιβλιοπωλεῖον Ἰωάννου Δ. Βάζου, ὁδὸς Ἀριστείδου 4 (πλατεῖα Γεωργίου Θεοδώρου) ΑΓΟΡΑΖΕΙ παντὸς εἴδους Βιβλία Μεταχειρισμένα πρὸς τιμᾶς ὑψηλάς. Βιβλιοθήκας ὁλοκλήρους καὶ πληρώνει τοῖς μετρητοῖς. — [326, 1655, 552, 1732]
expenses-heading: ΑΙ ΔΑΠΑΝΑΙ — [805, 176, 1030, 216]
news-item: — ΠΟΣΟΙ ΑΠΟΚΡΥΠΤΟΝΤΑΙ: Ὁ διευθυντὴς τῆς Ἀστυνομίας κ. Σκιαδᾶς ἐξέδωκε διαταγὴν πρὸς ἀνεύρεσιν τῶν ἀποκρυπτομένων. — [1346, 556, 1570, 608]
column-6 — [1346, 84, 1570, 2236]
books-heading: ΑΓΟΡΑ ΒΙΒΛΙΩΝ ΚΑΙ ΒΙΒΛΙΟΘΗΚΩΝ — [326, 1621, 552, 1652]
column-1 — [93, 84, 315, 2236]
council-text: Δημοσιεύεται σήμερον εἰς τὴν Ἐφημερίδα τῆς Κυβερνήσεως τὸ περὶ Ἀνωτάτου Στρατιωτικοῦ Συμβουλίου Διάταγμα. Ἐν αὐτῷ ὁρίζεται ὅτι τὸ Συμβούλιον θὰ συνέρχεται τακτικῶς κατὰ μῆνα, ἐκτάκτως δὲ ὁσάκις παραστῇ ἀνάγκη. — [1041, 566, 1336, 630]
syros-heading: ΒΛΑΒΗ ΤΗΣ 'ΣΥΡΟΥ' ΚΑΤΑ ΤΟΝ ΠΛΟΥΝ — [803, 1031, 1032, 1061]
exam-heading: Ο ΔΙΑΓΩΝΙΣΜΟΣ — [1041, 637, 1336, 661]
mytilene-text-2: Τὸ Ἐμπορικὸν Ἐπιμελητήριον, ἡ Ἐμπορικὴ Λέσχη, ὁ Σύνδεσμος Ἐργατῶν, ἡ Ἕνωσις τῶν Ἐμπορουπαλλήλων καὶ τὸ Σωματεῖον τῶν Λιμενεργατῶν. — [1041, 463, 1336, 515]
bond-ad — [326, 1109, 552, 1253]
paragraph: Τρέπεται εἰς φυγὴν ἐκπωλέλλουσα πρὸς ἡμᾶς γέλωτα, χωρὶς νὰ ἐπιστέψῃ εἰς τὸν τόσο ἀσήμαντα λόγια ἐπαναφέρουν εἰς τὴν Ἐπιθυμίαν τῆν καρδιάν μας τὴν ταραχὴν ἡ ὁποία τὰς κατέχει. — [93, 815, 315, 879]
paragraph: — Χρειάζεται, δὲν πταίεις σύ, ἀλλὰ τὸν βαρὺ αὐτὸν τὸν ἄνθρωπον. — [93, 925, 315, 950]
clinic-item: 8ον) Ἰατρεῖον συνδέσμου κατὰ τῆς φυματιώσεως (παρὰ τὸ Ὀρφανοτροφεῖον Χατζηκώστα) καθ' ἑκάστην 8—10 π.μ. — [326, 507, 552, 545]
jeweller-ad — [326, 1385, 552, 1505]
paragraph: Ἀποπνέουν τὰ χείλη μου τὰ χεῖρ ποὺ ἔκλαιε τὸν δὲν τὸν πνῖξη ἐπιθυμῶ; καὶ ἐπέρασεν εἰς τὸ πόδιον ἐπανελθῆ, ἀποδεκτὸν μέλον τῆς κοινωνίας καὶ χαριτωμένας σκηνὰς, ἡ ἀγαπημένη μου. — [93, 1123, 315, 1188]
funeral-signature: Τὰ τέκνα — [410, 835, 469, 849]
clinic-item: 2ον) Παιδιατρικὴ Κλινικὴ Ἐθν. Πανεπιστ. (ὁδὸς Ἀκαδημίας Ἀριθ. 22) δέχεται παιδιὰ μέχρις ἡλικίας 15 ἐτῶν 5—7 μ.μ. — [326, 282, 552, 333]
clinic-item: 3ον) Πατριωτικὴ Ἕνωσις Ἑλληνίδων (ὁδὸς Ἀκαδημίας Ἀριθ. 29) 9—11 π.μ. 5—7 μ.μ. — [326, 337, 552, 375]
paragraph: ἐπιστολαί τῆς Ἑλλάδος ὑπὸ τὸ ζήτημα τῶν μηχανικῶν ἐπιτροπῆς. Ἐν τῷ μεταξὺ διεπιστώθη, ἐκ μέρους τῶν ἐπιτρόπων τῆς Ἑταιρείας, ὅτι ἐγένοντο ἐργασίαι ἐντὸς τῶν ὁρίων. — [1041, 172, 1336, 223]
ships-sub: ΤΑ ΑΤΜΟΠΛΟΙΑ ΕΛΥΘΗΣΑΝ ΤΗΣ ΕΠΙΤΑΞΕΩΣ — [815, 557, 1019, 582]
currant-congress-text: Ὁ Πρόεδρος τοῦ Πανεπιστημίου Κυπαρισσίας κ. Καραμπίνης ἐζήτησεν ὅπως προσκληθῶσιν εἰς τὸ σταφιδικὸν συνέδριον οἱ ἀντιπρόσωποι τῶν Συνεταιρισμῶν τῆς Μεσσηνίας. Τὸ συνέδριον θὰ συνέλθῃ ἐν Καλάμαις κατὰ τὰς ἀρχὰς τοῦ προσεχοῦς μηνός. — [1041, 812, 1336, 889]
railway-line-heading: Η ΓΡΑΜΜΗ ΠΑΠΑΠΟΥΛΙΟΥ — ΔΟΜΟΚΟΥ — [1041, 230, 1336, 248]
polytechnic-sub: ΤΟΥ ΕΘΝΙΚΟΥ ΜΕΤΣΟΒΙΟΥ ΠΟΛΥΤΕΧΝΕΙΟΥ — [592, 1064, 762, 1090]
paragraph: — Ἐπετρέπεται ἡ εἴσοδος; — [103, 419, 241, 431]
news-item: — ΒΑΣΙΛΙΚΑΙ ΣΥΝΕΡΓΑΣΙΑΙ: Ἡ Α. Μ. ὁ Βασιλεὺς ἐδέχθη χθὲς τοὺς κ. κ. Ὑπουργοὺς τῶν Στρατιωτικῶν καὶ τῶν Ναυτικῶν. — [1346, 296, 1570, 347]
funeral-note: (Ἡ παρούσα θεωρηθήτω καὶ ὡς ἰδιαιτέρα πρόσκλησις) — [326, 879, 552, 905]
completion-sub: ΤΩΝ ΕΛΛΕΙΨΕΩΝ — [863, 435, 972, 449]
completion-heading: Η ΣΥΜΠΛΗΡΩΣΙΣ — [857, 417, 978, 432]
